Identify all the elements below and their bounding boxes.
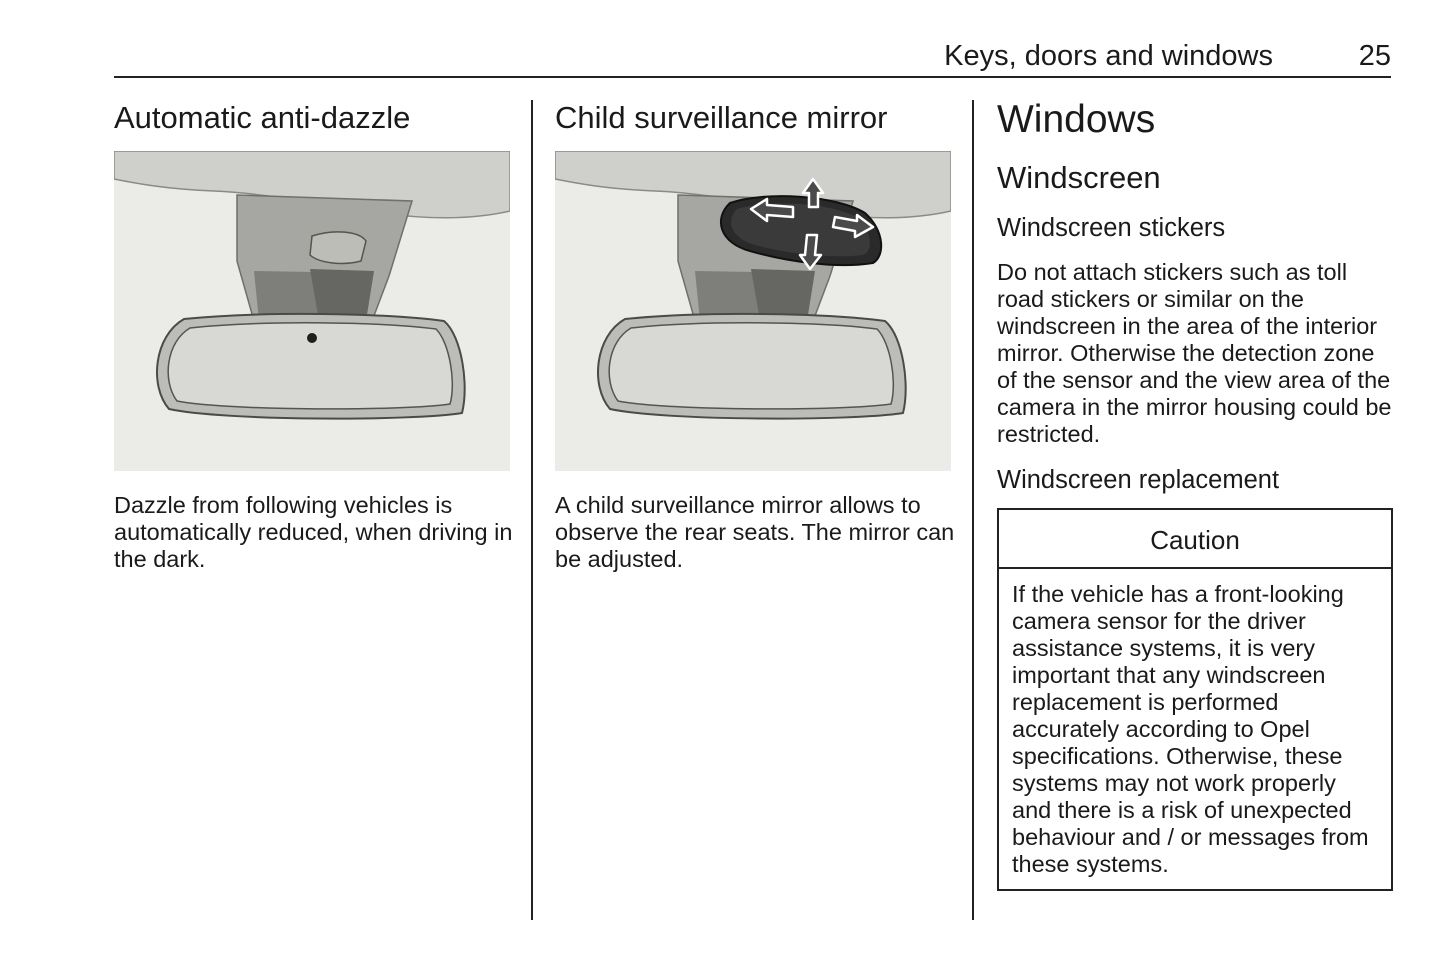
section-heading-windows: Windows [997, 98, 1156, 141]
anti-dazzle-figure [114, 151, 510, 471]
subheading-windscreen: Windscreen [997, 160, 1161, 195]
child-surveillance-mirror-illustration [555, 151, 951, 471]
subheading-windscreen-replacement: Windscreen replacement [997, 466, 1280, 494]
page-number: 25 [1358, 40, 1391, 72]
anti-dazzle-mirror-illustration [114, 151, 510, 471]
caution-title: Caution [999, 510, 1391, 569]
section-heading-child-mirror: Child surveillance mirror [555, 100, 888, 135]
caution-box [997, 508, 1393, 891]
windscreen-stickers-text: Do not attach stickers such as toll road stickers or similar on the windscreen in the area of the interior mirror. Otherwise the detection zone of the sensor and the view area of the camera in the mirror housing could be restricted. [997, 259, 1392, 447]
subheading-windscreen-stickers: Windscreen stickers [997, 214, 1226, 242]
child-mirror-description: A child surveillance mirror allows to observe the rear seats. The mirror can be adjusted. [555, 492, 955, 572]
section-heading-anti-dazzle: Automatic anti-dazzle [114, 100, 411, 135]
running-header-title: Keys, doors and windows [944, 40, 1273, 72]
child-mirror-figure [555, 151, 951, 471]
caution-text: If the vehicle has a front-looking camera sensor for the driver assistance systems, it is very important that any windscreen replacement is performed accurately according to Opel specifications. Otherwise, these systems may not work properly and there is a risk of unexpected behaviour and / or messages from these systems. [1012, 581, 1369, 877]
column-divider-2 [972, 100, 974, 920]
anti-dazzle-description: Dazzle from following vehicles is automatically reduced, when driving in the dark. [114, 492, 513, 572]
header-divider [114, 76, 1391, 78]
column-divider-1 [531, 100, 533, 920]
